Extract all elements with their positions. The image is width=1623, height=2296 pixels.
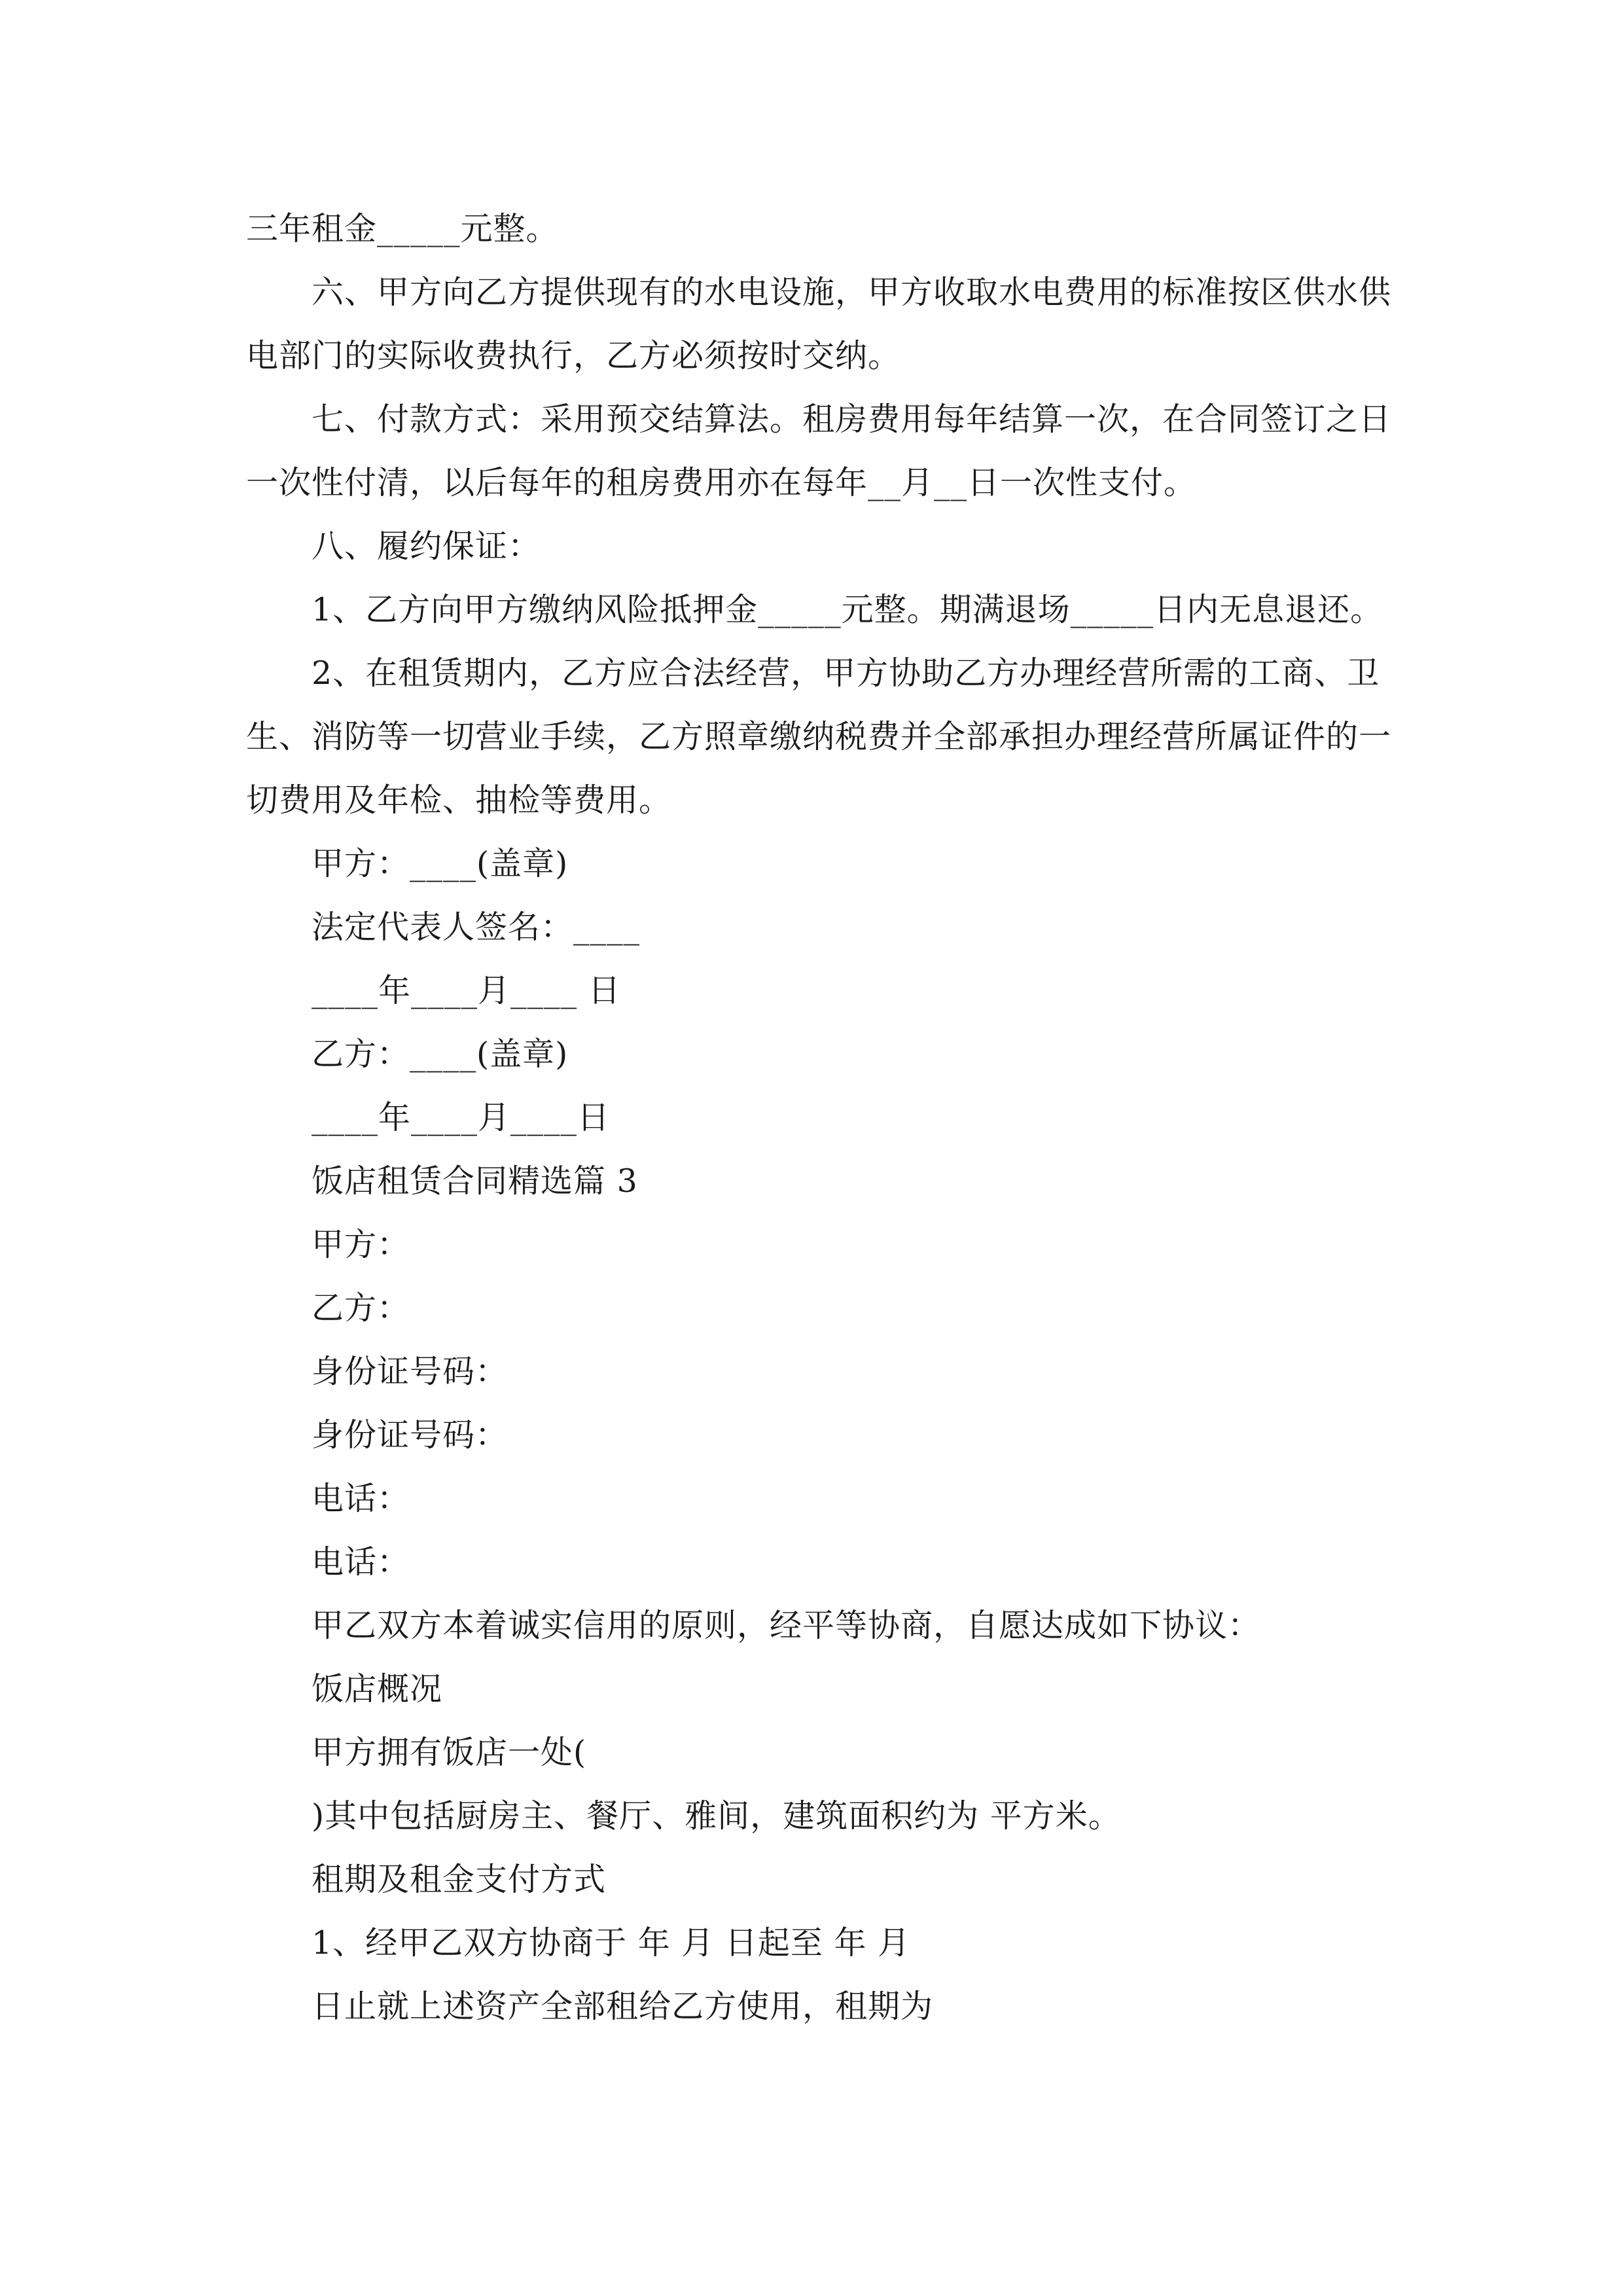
text-line-restaurant-area: )其中包括厨房主、餐厅、雅间，建筑面积约为 平方米。 [312,1797,1121,1835]
text-line-clause-6: 六、甲方向乙方提供现有的水电设施，甲方收取水电费用的标准按区供水供 [312,274,1392,311]
text-line-restaurant-owned: 甲方拥有饭店一处( [312,1734,587,1771]
text-line-clause-8-2-cont-b: 切费用及年检、抽检等费用。 [246,781,672,819]
text-line-clause-6-cont: 电部门的实际收费执行，乙方必须按时交纳。 [246,337,901,374]
section-heading-overview: 饭店概况 [312,1670,443,1708]
text-line-term-1-cont: 日止就上述资产全部租给乙方使用，租期为 [312,1988,934,2025]
text-line-party-a: 甲方： [312,1226,410,1263]
text-line-id-number-b: 身份证号码： [312,1416,508,1454]
text-line-party-a-seal: 甲方：____(盖章) [312,845,569,882]
text-line-agreement-intro: 甲乙双方本着诚实信用的原则，经平等协商，自愿达成如下协议： [312,1607,1261,1644]
text-line-clause-8-2: 2、在租赁期内，乙方应合法经营，甲方协助乙方办理经营所需的工商、卫 [312,655,1380,692]
text-line-clause-7-cont: 一次性付清，以后每年的租房费用亦在每年__月__日一次性支付。 [246,464,1197,501]
text-line-clause-7: 七、付款方式：采用预交结算法。租房费用每年结算一次，在合同签订之日 [312,401,1392,438]
section-heading-part-3: 饭店租赁合同精选篇 3 [312,1162,638,1200]
text-line-phone-b: 电话： [312,1543,410,1581]
text-line-term-1: 1、经甲乙双方协商于 年 月 日起至 年 月 [312,1924,911,1962]
text-line-rent-three-years: 三年租金_____元整。 [246,210,559,247]
text-line-clause-8-1: 1、乙方向甲方缴纳风险抵押金_____元整。期满退场_____日内无息退还。 [312,591,1383,628]
text-line-clause-8-2-cont-a: 生、消防等一切营业手续，乙方照章缴纳税费并全部承担办理经营所属证件的一 [246,718,1392,755]
text-line-legal-rep-signature: 法定代表人签名：____ [312,908,641,946]
text-line-phone-a: 电话： [312,1480,410,1517]
section-heading-term-payment: 租期及租金支付方式 [312,1861,607,1898]
text-line-date-b: ____年____月____日 [312,1099,611,1136]
text-line-party-b-seal: 乙方：____(盖章) [312,1035,569,1073]
text-line-date-a: ____年____月____ 日 [312,972,621,1009]
text-line-clause-8: 八、履约保证： [312,528,541,565]
text-line-party-b: 乙方： [312,1289,410,1327]
text-line-id-number-a: 身份证号码： [312,1353,508,1390]
